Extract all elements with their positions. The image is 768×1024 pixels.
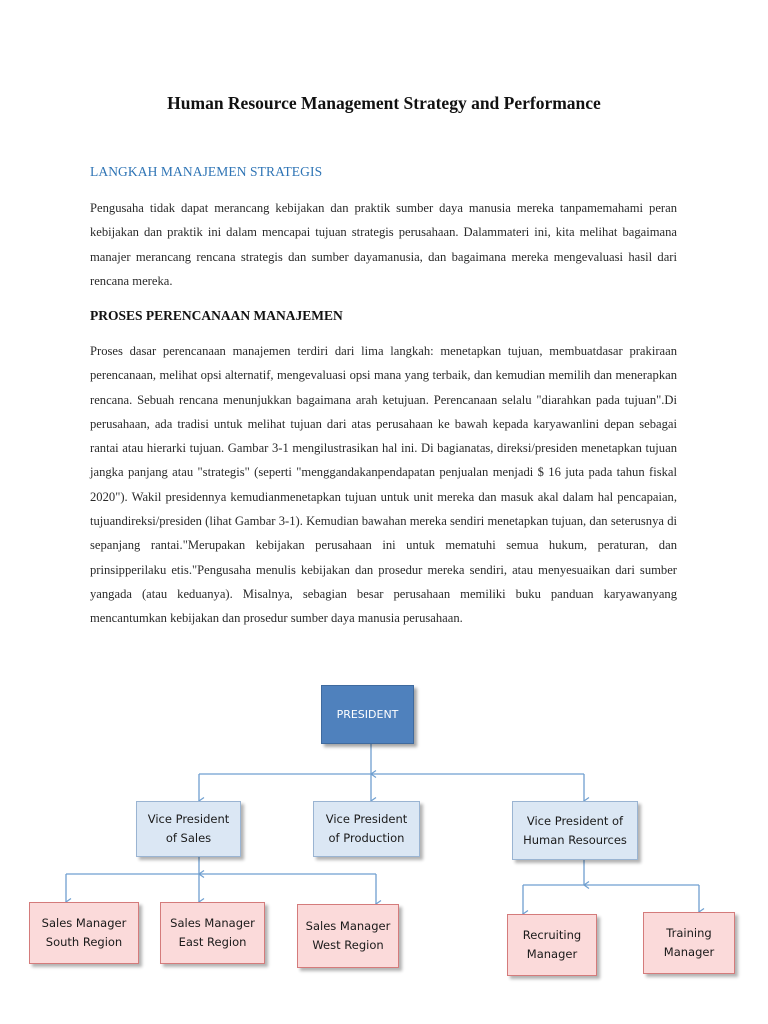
- section-heading-strategic-steps: LANGKAH MANAJEMEN STRATEGIS: [90, 164, 323, 179]
- org-box-vp-sales: Vice President of Sales: [136, 801, 241, 857]
- org-box-recruiting-manager: Recruiting Manager: [507, 914, 597, 976]
- org-box-vp-production: Vice President of Production: [313, 801, 420, 857]
- org-box-president: PRESIDENT: [321, 685, 414, 744]
- section-heading-planning-process: PROSES PERENCANAAN MANAJEMEN: [90, 308, 343, 323]
- org-box-sales-manager-east: Sales Manager East Region: [160, 902, 265, 964]
- org-box-sales-manager-west: Sales Manager West Region: [297, 904, 399, 968]
- org-box-sales-manager-south: Sales Manager South Region: [29, 902, 139, 964]
- paragraph-strategic-steps: Pengusaha tidak dapat merancang kebijakan dan praktik sumber daya manusia mereka tanpamemahami peran kebijakan dan praktik ini dalam mencapai tujuan strategis perusahaan. Dalammateri ini, kita melihat bagaimana manajer merancang rencana strategis dan sumber dayamanusia, dan bagaimana mereka mengevaluasi hasil dari rencana mereka.: [90, 201, 677, 288]
- document-title: Human Resource Management Strategy and Performance: [167, 93, 601, 113]
- org-box-training-manager: Training Manager: [643, 912, 735, 974]
- paragraph-planning-process: Proses dasar perencanaan manajemen terdiri dari lima langkah: menetapkan tujuan, membuatdasar prakiraan perencanaan, melihat opsi alternatif, mengevaluasi opsi mana yang terbaik, dan kemudian memilih dan menerapkan rencana. Sebuah rencana menunjukkan bagaimana arah ketujuan. Perencanaan selalu "diarahkan pada tujuan".Di perusahaan, ada tradisi untuk melihat tujuan dari atas perusahaan ke bawah kepada karyawanlini depan sebagai rantai atau hierarki tujuan. Gambar 3-1 mengilustrasikan hal ini. Di bagianatas, direksi/presiden menetapkan tujuan jangka panjang atau "strategis" (seperti "menggandakanpendapatan penjualan menjadi $ 16 juta pada tahun fiskal 2020"). Wakil presidennya kemudianmenetapkan tujuan untuk unit mereka dan masuk akal dalam hal pencapaian, tujuandireksi/presiden (lihat Gambar 3-1). Kemudian bawahan mereka sendiri menetapkan tujuan, dan seterusnya di sepanjang rantai."Merupakan kebijakan perusahaan ini untuk mematuhi semua hukum, peraturan, dan prinsipperilaku etis."Pengusaha menulis kebijakan dan prosedur mereka sendiri, atau menyesuaikan dari sumber yangada (atau keduanya). Misalnya, sebagian besar perusahaan memiliki buku panduan karyawanyang mencantumkan kebijakan dan prosedur sumber daya manusia perusahaan.: [90, 344, 677, 626]
- org-box-vp-hr: Vice President of Human Resources: [512, 801, 638, 860]
